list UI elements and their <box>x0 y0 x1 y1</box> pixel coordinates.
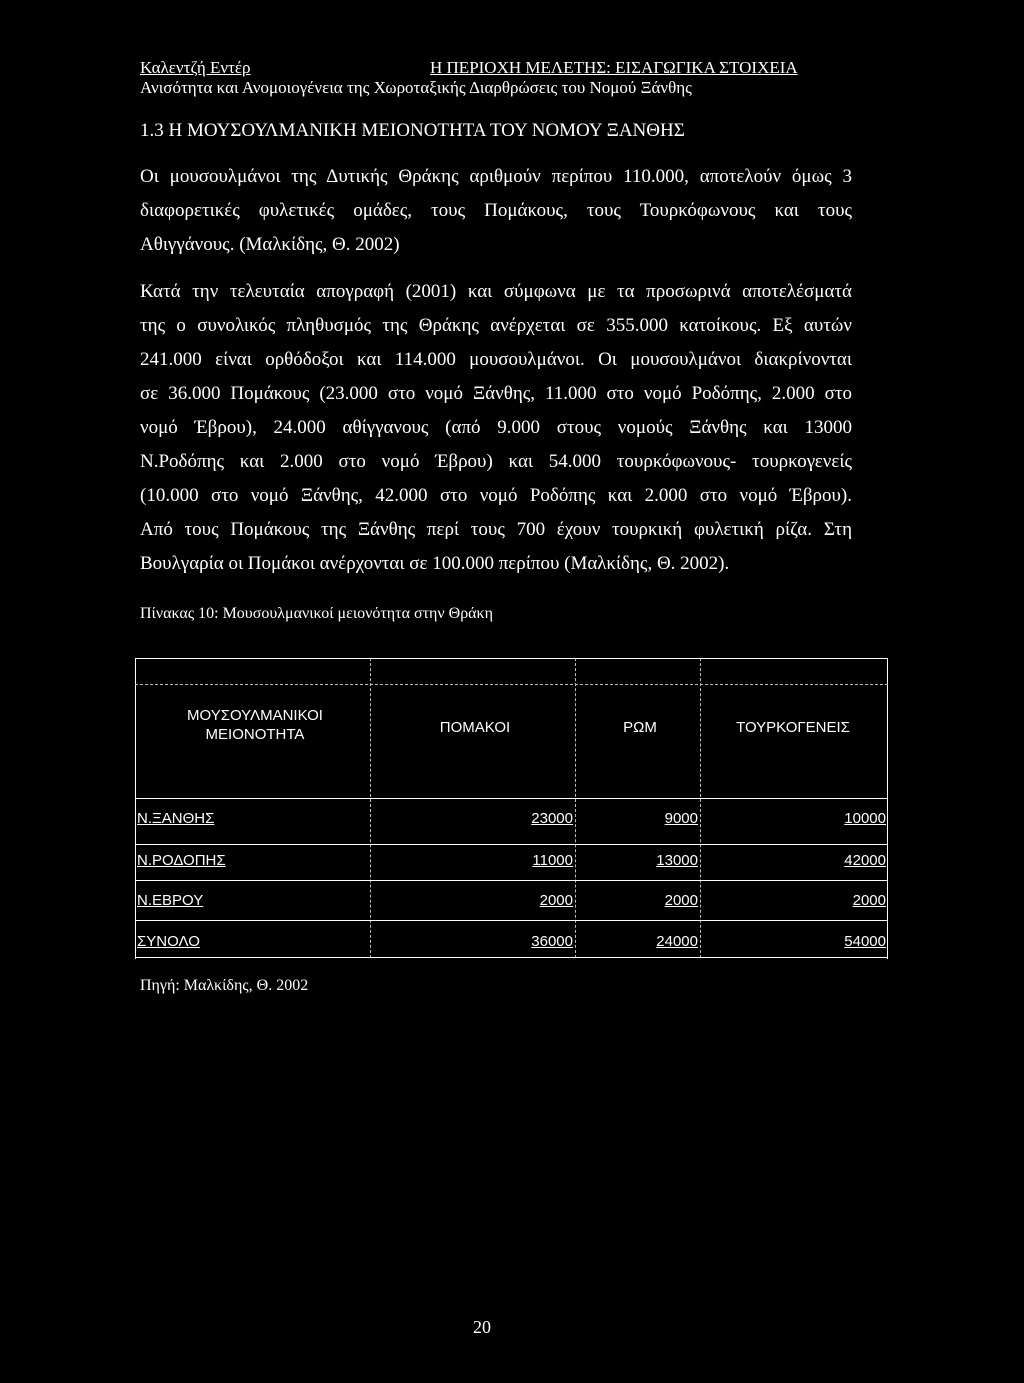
table-divider <box>135 880 888 881</box>
row-label-evros: Ν.ΕΒΡΟΥ <box>137 892 204 909</box>
cell-value: 42000 <box>844 852 886 869</box>
table-divider <box>135 844 888 845</box>
table-caption: Πίνακας 10: Μουσουλμανικοί μειονότητα στην Θράκη <box>140 605 493 622</box>
section-title: 1.3 Η ΜΟΥΣΟΥΛΜΑΝΙΚΗ ΜΕΙΟΝΟΤΗΤΑ ΤΟΥ ΝΟΜΟΥ ΞΑΝΘΗΣ <box>140 120 685 141</box>
paragraph-line: Βουλγαρία οι Πομάκοι ανέρχονται σε 100.000 περίπου (Μαλκίδης, Θ. 2002). <box>140 553 730 574</box>
cell-value: 9000 <box>664 810 698 827</box>
header-subtitle: Ανισότητα και Ανομοιογένεια της Χωροταξικής Διαρθρώσεις του Νομού Ξάνθης <box>140 78 692 97</box>
table-source: Πηγή: Μαλκίδης, Θ. 2002 <box>140 977 309 994</box>
row-label-xanthi: Ν.ΞΑΝΘΗΣ <box>137 810 215 827</box>
table-divider <box>135 798 888 799</box>
cell-value: 2000 <box>664 892 698 909</box>
paragraph-line: Κατά την τελευταία απογραφή (2001) και σύμφωνα με τα προσωρινά αποτελέσματά <box>140 281 852 302</box>
row-label-rodopi: Ν.ΡΟΔΟΠΗΣ <box>137 852 226 869</box>
header-section: Η ΠΕΡΙΟΧΗ ΜΕΛΕΤΗΣ: ΕΙΣΑΓΩΓΙΚΑ ΣΤΟΙΧΕΙΑ <box>430 58 798 77</box>
table-frame <box>135 658 888 959</box>
table-divider <box>575 658 576 958</box>
paragraph-1 <box>140 160 852 262</box>
paragraph-line: (10.000 στο νομό Ξάνθης, 42.000 στο νομό Ροδόπης και 2.000 στο νομό Έβρου). <box>140 485 852 506</box>
cell-value: 13000 <box>656 852 698 869</box>
paragraph-line: διαφορετικές φυλετικές ομάδες, τους Πομάκους, τους Τουρκόφωνους και τους <box>140 200 852 221</box>
cell-value: 54000 <box>844 933 886 950</box>
minority-table <box>135 658 888 958</box>
header-minority: ΜΟΥΣΟΥΛΜΑΝΙΚΟΙ ΜΕΙΟΝΟΤΗΤΑ <box>187 707 323 743</box>
paragraph-2 <box>140 275 852 581</box>
paragraph-line: Ν.Ροδόπης και 2.000 στο νομό Έβρου) και 54.000 τουρκόφωνους- τουρκογενείς <box>140 451 852 472</box>
paragraph-line: 241.000 είναι ορθόδοξοι και 114.000 μουσουλμάνοι. Οι μουσουλμάνοι διακρίνονται <box>140 349 852 370</box>
table-divider <box>370 658 371 958</box>
cell-value: 10000 <box>844 810 886 827</box>
table-divider <box>700 658 701 958</box>
row-label-total: ΣΥΝΟΛΟ <box>137 933 200 950</box>
paragraph-line: της ο συνολικός πληθυσμός της Θράκης ανέρχεται σε 355.000 κατοίκους. Εξ αυτών <box>140 315 852 336</box>
paragraph-line: νομό Έβρου), 24.000 αθίγγανους (από 9.000 στους νομούς Ξάνθης και 13000 <box>140 417 852 438</box>
header-turkish: ΤΟΥΡΚΟΓΕΝΕΙΣ <box>736 719 850 736</box>
paragraph-line: Οι μουσουλμάνοι της Δυτικής Θράκης αριθμούν περίπου 110.000, αποτελούν όμως 3 <box>140 166 852 187</box>
header-author: Καλεντζή Εντέρ <box>140 58 251 77</box>
paragraph-line: Από τους Πομάκους της Ξάνθης περί τους 700 έχουν τουρκική φυλετική ρίζα. Στη <box>140 519 852 540</box>
cell-value: 2000 <box>852 892 886 909</box>
paragraph-line: σε 36.000 Πομάκους (23.000 στο νομό Ξάνθης, 11.000 στο νομό Ροδόπης, 2.000 στο <box>140 383 852 404</box>
cell-value: 23000 <box>531 810 573 827</box>
header-roma: ΡΩΜ <box>623 719 657 736</box>
table-divider <box>135 957 888 958</box>
cell-value: 2000 <box>539 892 573 909</box>
paragraph-line: Αθιγγάνους. (Μαλκίδης, Θ. 2002) <box>140 234 400 255</box>
cell-value: 11000 <box>532 852 573 869</box>
header-pomaks: ΠΟΜΑΚΟΙ <box>439 719 511 736</box>
cell-value: 36000 <box>531 933 573 950</box>
table-divider <box>135 684 888 685</box>
page-number: 20 <box>473 1317 491 1337</box>
cell-value: 24000 <box>656 933 698 950</box>
table-divider <box>135 920 888 921</box>
